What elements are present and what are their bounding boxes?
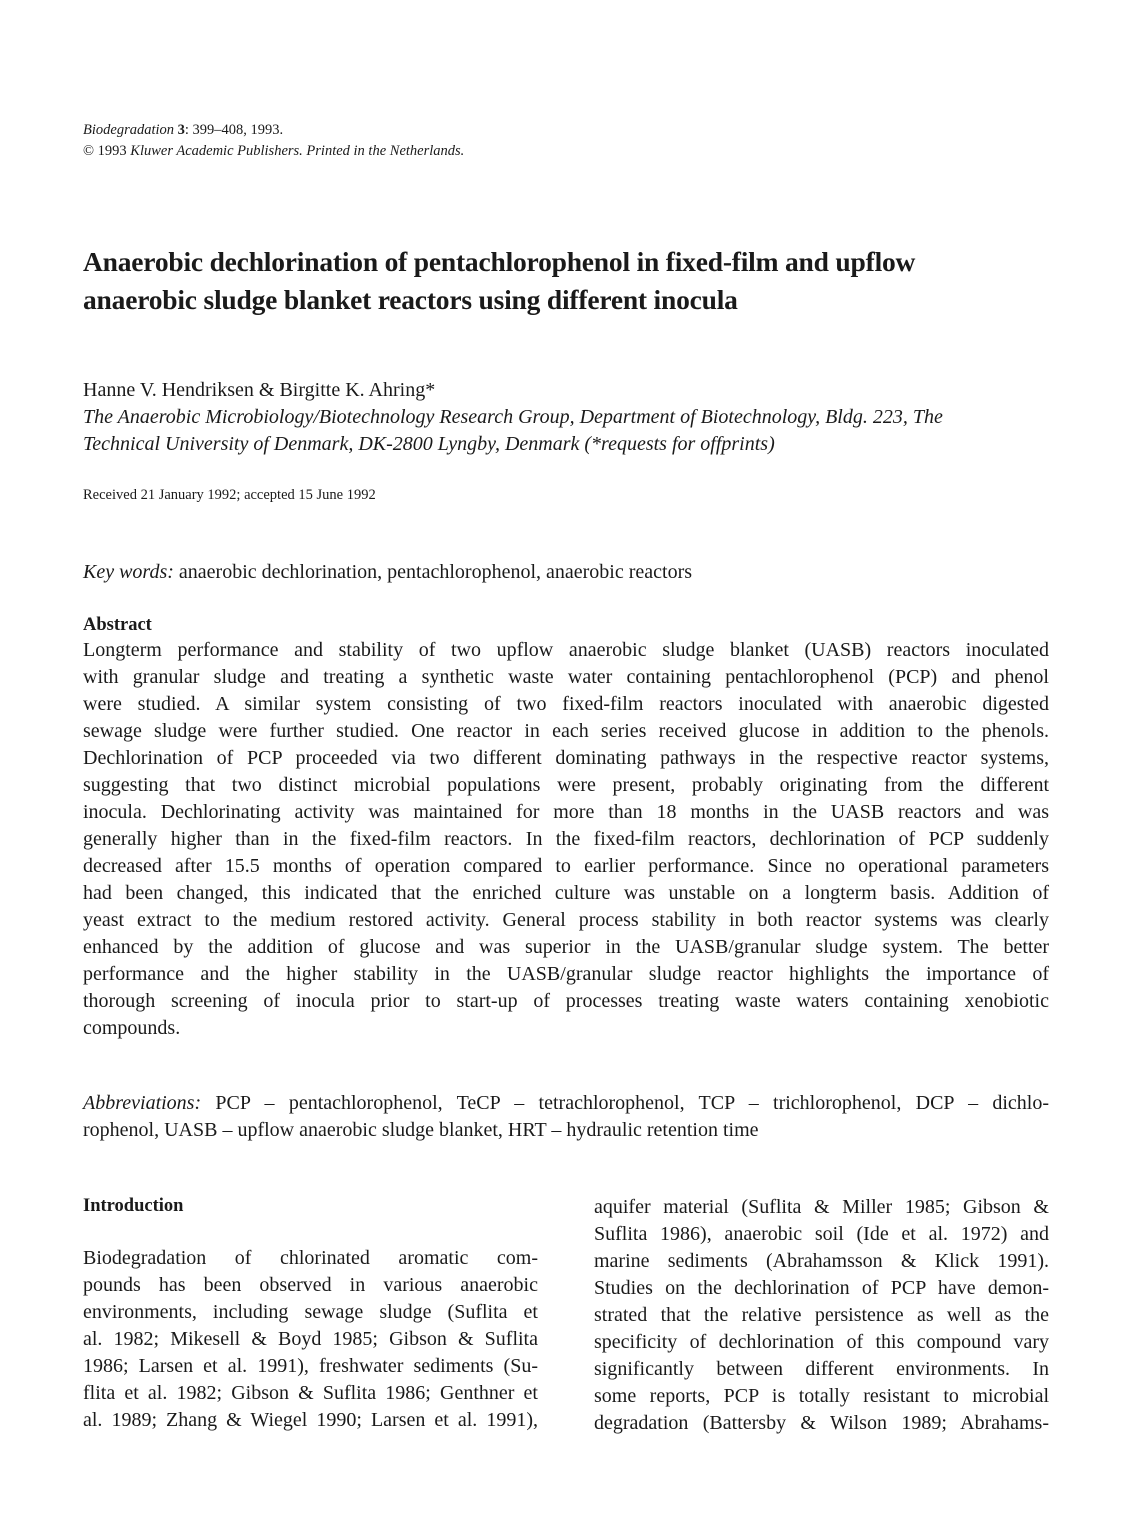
- abstract-line: had been changed, this indicated that the enriched culture was unstable on a longterm basis. Addition of: [83, 882, 1049, 904]
- intro-line: marine sediments (Abrahamsson & Klick 1991).: [594, 1250, 1049, 1272]
- publisher: Kluwer Academic Publishers. Printed in the Netherlands.: [130, 143, 465, 159]
- journal-header: [83, 120, 464, 162]
- intro-line: some reports, PCP is totally resistant to microbial: [594, 1385, 1049, 1407]
- intro-line: flita et al. 1982; Gibson & Suflita 1986; Genthner et: [83, 1382, 538, 1404]
- abstract-line: Dechlorination of PCP proceeded via two different dominating pathways in the respective reactor systems,: [83, 747, 1049, 769]
- citation-line: [83, 120, 464, 141]
- intro-line: Suflita 1986), anaerobic soil (Ide et al. 1972) and: [594, 1223, 1049, 1245]
- introduction-heading: Introduction: [83, 1196, 184, 1216]
- abstract-line: sewage sludge were further studied. One reactor in each series received glucose in addition to the phenols.: [83, 720, 1049, 742]
- abstract-line: Longterm performance and stability of two upflow anaerobic sludge blanket (UASB) reactors inoculated: [83, 639, 1049, 661]
- title-line: Anaerobic dechlorination of pentachlorophenol in fixed-film and upflow: [83, 246, 916, 277]
- received-dates: Received 21 January 1992; accepted 15 June 1992: [83, 487, 376, 503]
- abstract-line: with granular sludge and treating a synthetic waste water containing pentachlorophenol (PCP) and phenol: [83, 666, 1049, 688]
- abbreviations-line: [83, 1090, 1049, 1117]
- abbreviations-line: rophenol, UASB – upflow anaerobic sludge blanket, HRT – hydraulic retention time: [83, 1119, 759, 1141]
- intro-line: strated that the relative persistence as well as the: [594, 1304, 1049, 1326]
- abstract-body: [83, 637, 1049, 1042]
- abstract-line: were studied. A similar system consisting of two fixed-film reactors inoculated with anaerobic digested: [83, 693, 1049, 715]
- abbreviations: [83, 1090, 1049, 1144]
- affiliation-line: Technical University of Denmark, DK-2800 Lyngby, Denmark (*requests for offprints): [83, 433, 775, 455]
- abstract-line: generally higher than in the fixed-film reactors. In the fixed-film reactors, dechlorination of PCP suddenly: [83, 828, 1049, 850]
- introduction-left-column: [83, 1245, 538, 1434]
- abstract-line: enhanced by the addition of glucose and was superior in the UASB/granular sludge system. The better: [83, 936, 1049, 958]
- affiliation: [83, 404, 1053, 458]
- paper-title: [83, 243, 1053, 319]
- abstract-line: suggesting that two distinct microbial populations were present, probably originating from the different: [83, 774, 1049, 796]
- intro-line: al. 1982; Mikesell & Boyd 1985; Gibson & Suflita: [83, 1328, 538, 1350]
- abstract-line: decreased after 15.5 months of operation compared to earlier performance. Since no operational parameters: [83, 855, 1049, 877]
- intro-line: 1986; Larsen et al. 1991), freshwater sediments (Su-: [83, 1355, 538, 1377]
- introduction-right-column: [594, 1194, 1049, 1437]
- abbreviations-label: Abbreviations:: [83, 1092, 202, 1114]
- authors: Hanne V. Hendriksen & Birgitte K. Ahring*: [83, 379, 436, 401]
- journal-pages-year: : 399–408, 1993.: [184, 122, 284, 138]
- abstract-line: yeast extract to the medium restored activity. General process stability in both reactor systems was clearly: [83, 909, 1049, 931]
- copyright-year: © 1993: [83, 143, 127, 159]
- abstract-line: compounds.: [83, 1017, 181, 1039]
- intro-line: Biodegradation of chlorinated aromatic com-: [83, 1247, 538, 1269]
- keywords-text: anaerobic dechlorination, pentachlorophenol, anaerobic reactors: [173, 561, 693, 583]
- affiliation-line: The Anaerobic Microbiology/Biotechnology Research Group, Department of Biotechnology, Bldg. 223, The: [83, 406, 943, 428]
- intro-line: pounds has been observed in various anaerobic: [83, 1274, 538, 1296]
- keywords-label: Key words:: [83, 561, 174, 583]
- intro-line: al. 1989; Zhang & Wiegel 1990; Larsen et al. 1991),: [83, 1409, 538, 1431]
- journal-name: Biodegradation: [83, 122, 175, 138]
- intro-line: aquifer material (Suflita & Miller 1985; Gibson &: [594, 1196, 1049, 1218]
- keywords: [83, 559, 692, 586]
- abstract-heading: Abstract: [83, 615, 152, 635]
- title-line: anaerobic sludge blanket reactors using different inocula: [83, 284, 738, 315]
- abstract-line: performance and the higher stability in the UASB/granular sludge reactor highlights the importance of: [83, 963, 1049, 985]
- abbreviations-text: PCP – pentachlorophenol, TeCP – tetrachlorophenol, TCP – trichlorophenol, DCP – dichlo-: [201, 1092, 1049, 1114]
- intro-line: Studies on the dechlorination of PCP have demon-: [594, 1277, 1049, 1299]
- journal-volume: 3: [177, 122, 185, 138]
- intro-line: specificity of dechlorination of this compound vary: [594, 1331, 1049, 1353]
- intro-line: significantly between different environments. In: [594, 1358, 1049, 1380]
- abstract-line: inocula. Dechlorinating activity was maintained for more than 18 months in the UASB reactors and was: [83, 801, 1049, 823]
- intro-line: degradation (Battersby & Wilson 1989; Abrahams-: [594, 1412, 1049, 1434]
- intro-line: environments, including sewage sludge (Suflita et: [83, 1301, 538, 1323]
- abstract-line: thorough screening of inocula prior to start-up of processes treating waste waters containing xenobiotic: [83, 990, 1049, 1012]
- copyright-line: [83, 141, 464, 162]
